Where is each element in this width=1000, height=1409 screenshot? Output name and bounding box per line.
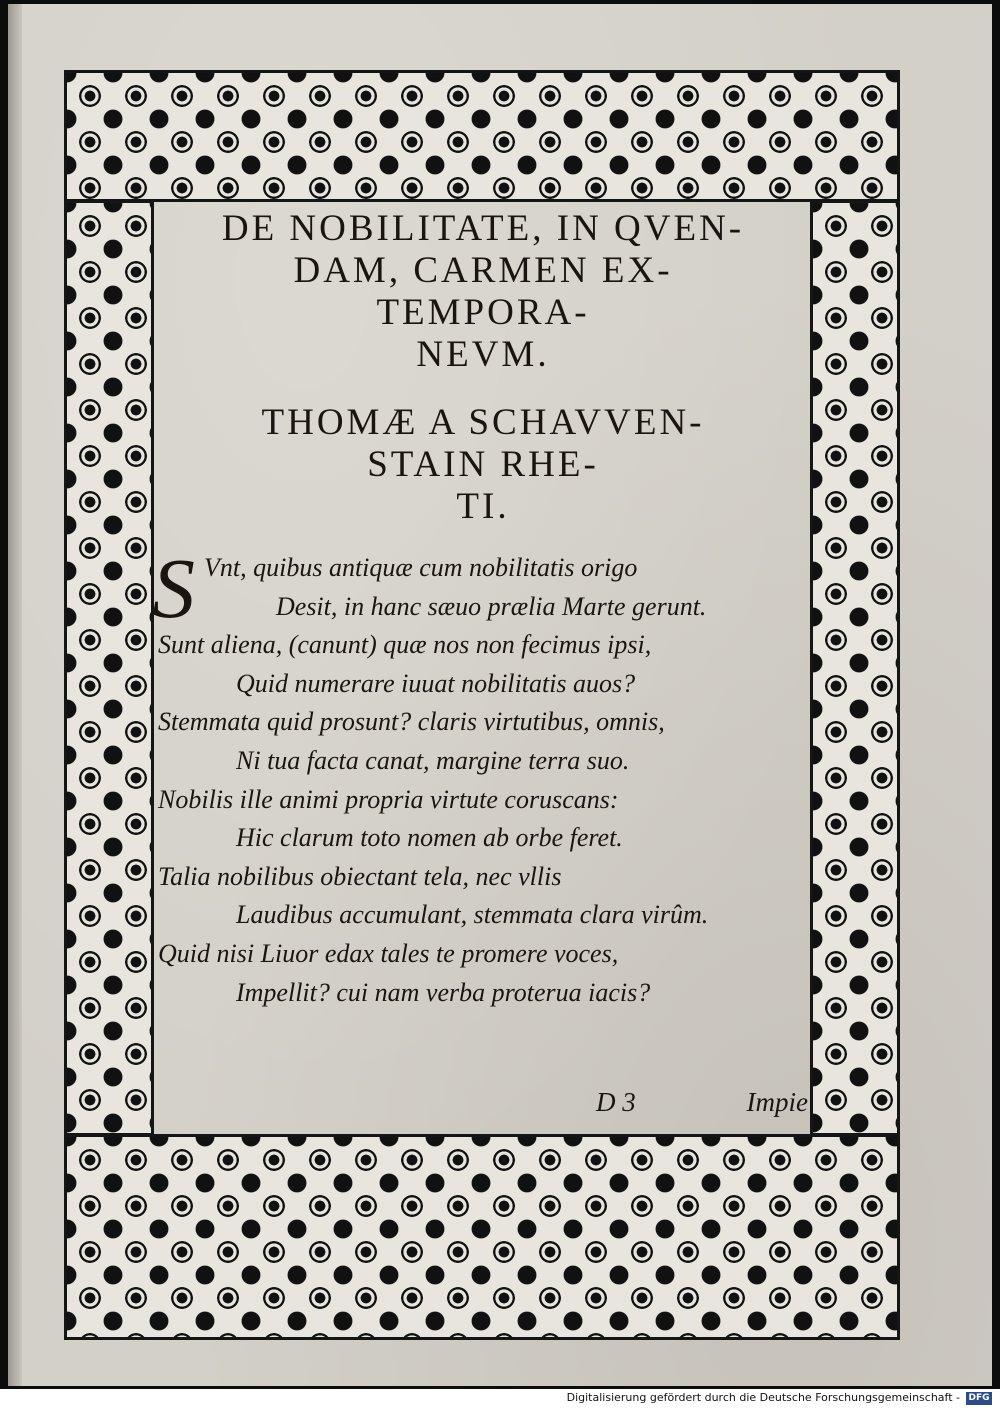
poem-title xyxy=(158,208,808,376)
ornamental-border-right xyxy=(810,200,900,1136)
dfg-logo: DFG xyxy=(966,1392,992,1405)
author-line: THOMÆ A SCHAVVEN- xyxy=(261,402,705,443)
catchword: Impie xyxy=(746,1087,808,1117)
poem-body xyxy=(152,540,808,1012)
signature-mark: D 3 xyxy=(596,1087,636,1117)
poem-line: Talia nobilibus obiectant tela, nec vllis xyxy=(158,861,562,891)
digitization-footer xyxy=(0,1389,1000,1409)
page-gutter xyxy=(8,4,22,1386)
poem-line: Vnt, quibus antiquæ cum nobilitatis origo xyxy=(204,553,638,582)
author-heading xyxy=(158,402,808,528)
ornamental-border-top xyxy=(64,70,900,202)
title-line: TEMPORA- xyxy=(376,292,590,333)
poem-line: Nobilis ille animi propria virtute coruscans: xyxy=(158,784,619,814)
drop-initial: S xyxy=(152,540,195,636)
poem-line: Stemmata quid prosunt? claris virtutibus, omnis, xyxy=(158,707,665,737)
author-line: STAIN RHE- xyxy=(367,444,599,485)
text-block xyxy=(152,202,808,1132)
poem-line: Impellit? cui nam verba proterua iacis? xyxy=(236,977,651,1007)
poem-line: Quid nisi Liuor edax tales te promere voces, xyxy=(158,938,619,968)
title-line: DAM, CARMEN EX- xyxy=(293,250,673,291)
title-line: NEVM. xyxy=(416,334,550,375)
ornamental-border-left xyxy=(64,200,154,1136)
ornamental-border-bottom xyxy=(64,1134,900,1340)
poem-line: Laudibus accumulant, stemmata clara virûm. xyxy=(236,900,709,930)
author-line: TI. xyxy=(456,486,510,527)
poem-line: Hic clarum toto nomen ab orbe feret. xyxy=(236,823,623,853)
book-page xyxy=(8,4,992,1386)
poem-line: Desit, in hanc sæuo prælia Marte gerunt. xyxy=(276,591,707,621)
poem-line: Sunt aliena, (canunt) quæ nos non fecimus ipsi, xyxy=(158,630,652,660)
poem-line: Quid numerare iuuat nobilitatis auos? xyxy=(236,668,636,698)
title-line: DE NOBILITATE, IN QVEN- xyxy=(221,208,745,249)
footer-credit: Digitalisierung gefördert durch die Deutsche Forschungsgemeinschaft - xyxy=(566,1391,960,1404)
poem-line: Ni tua facta canat, margine terra suo. xyxy=(236,745,630,775)
